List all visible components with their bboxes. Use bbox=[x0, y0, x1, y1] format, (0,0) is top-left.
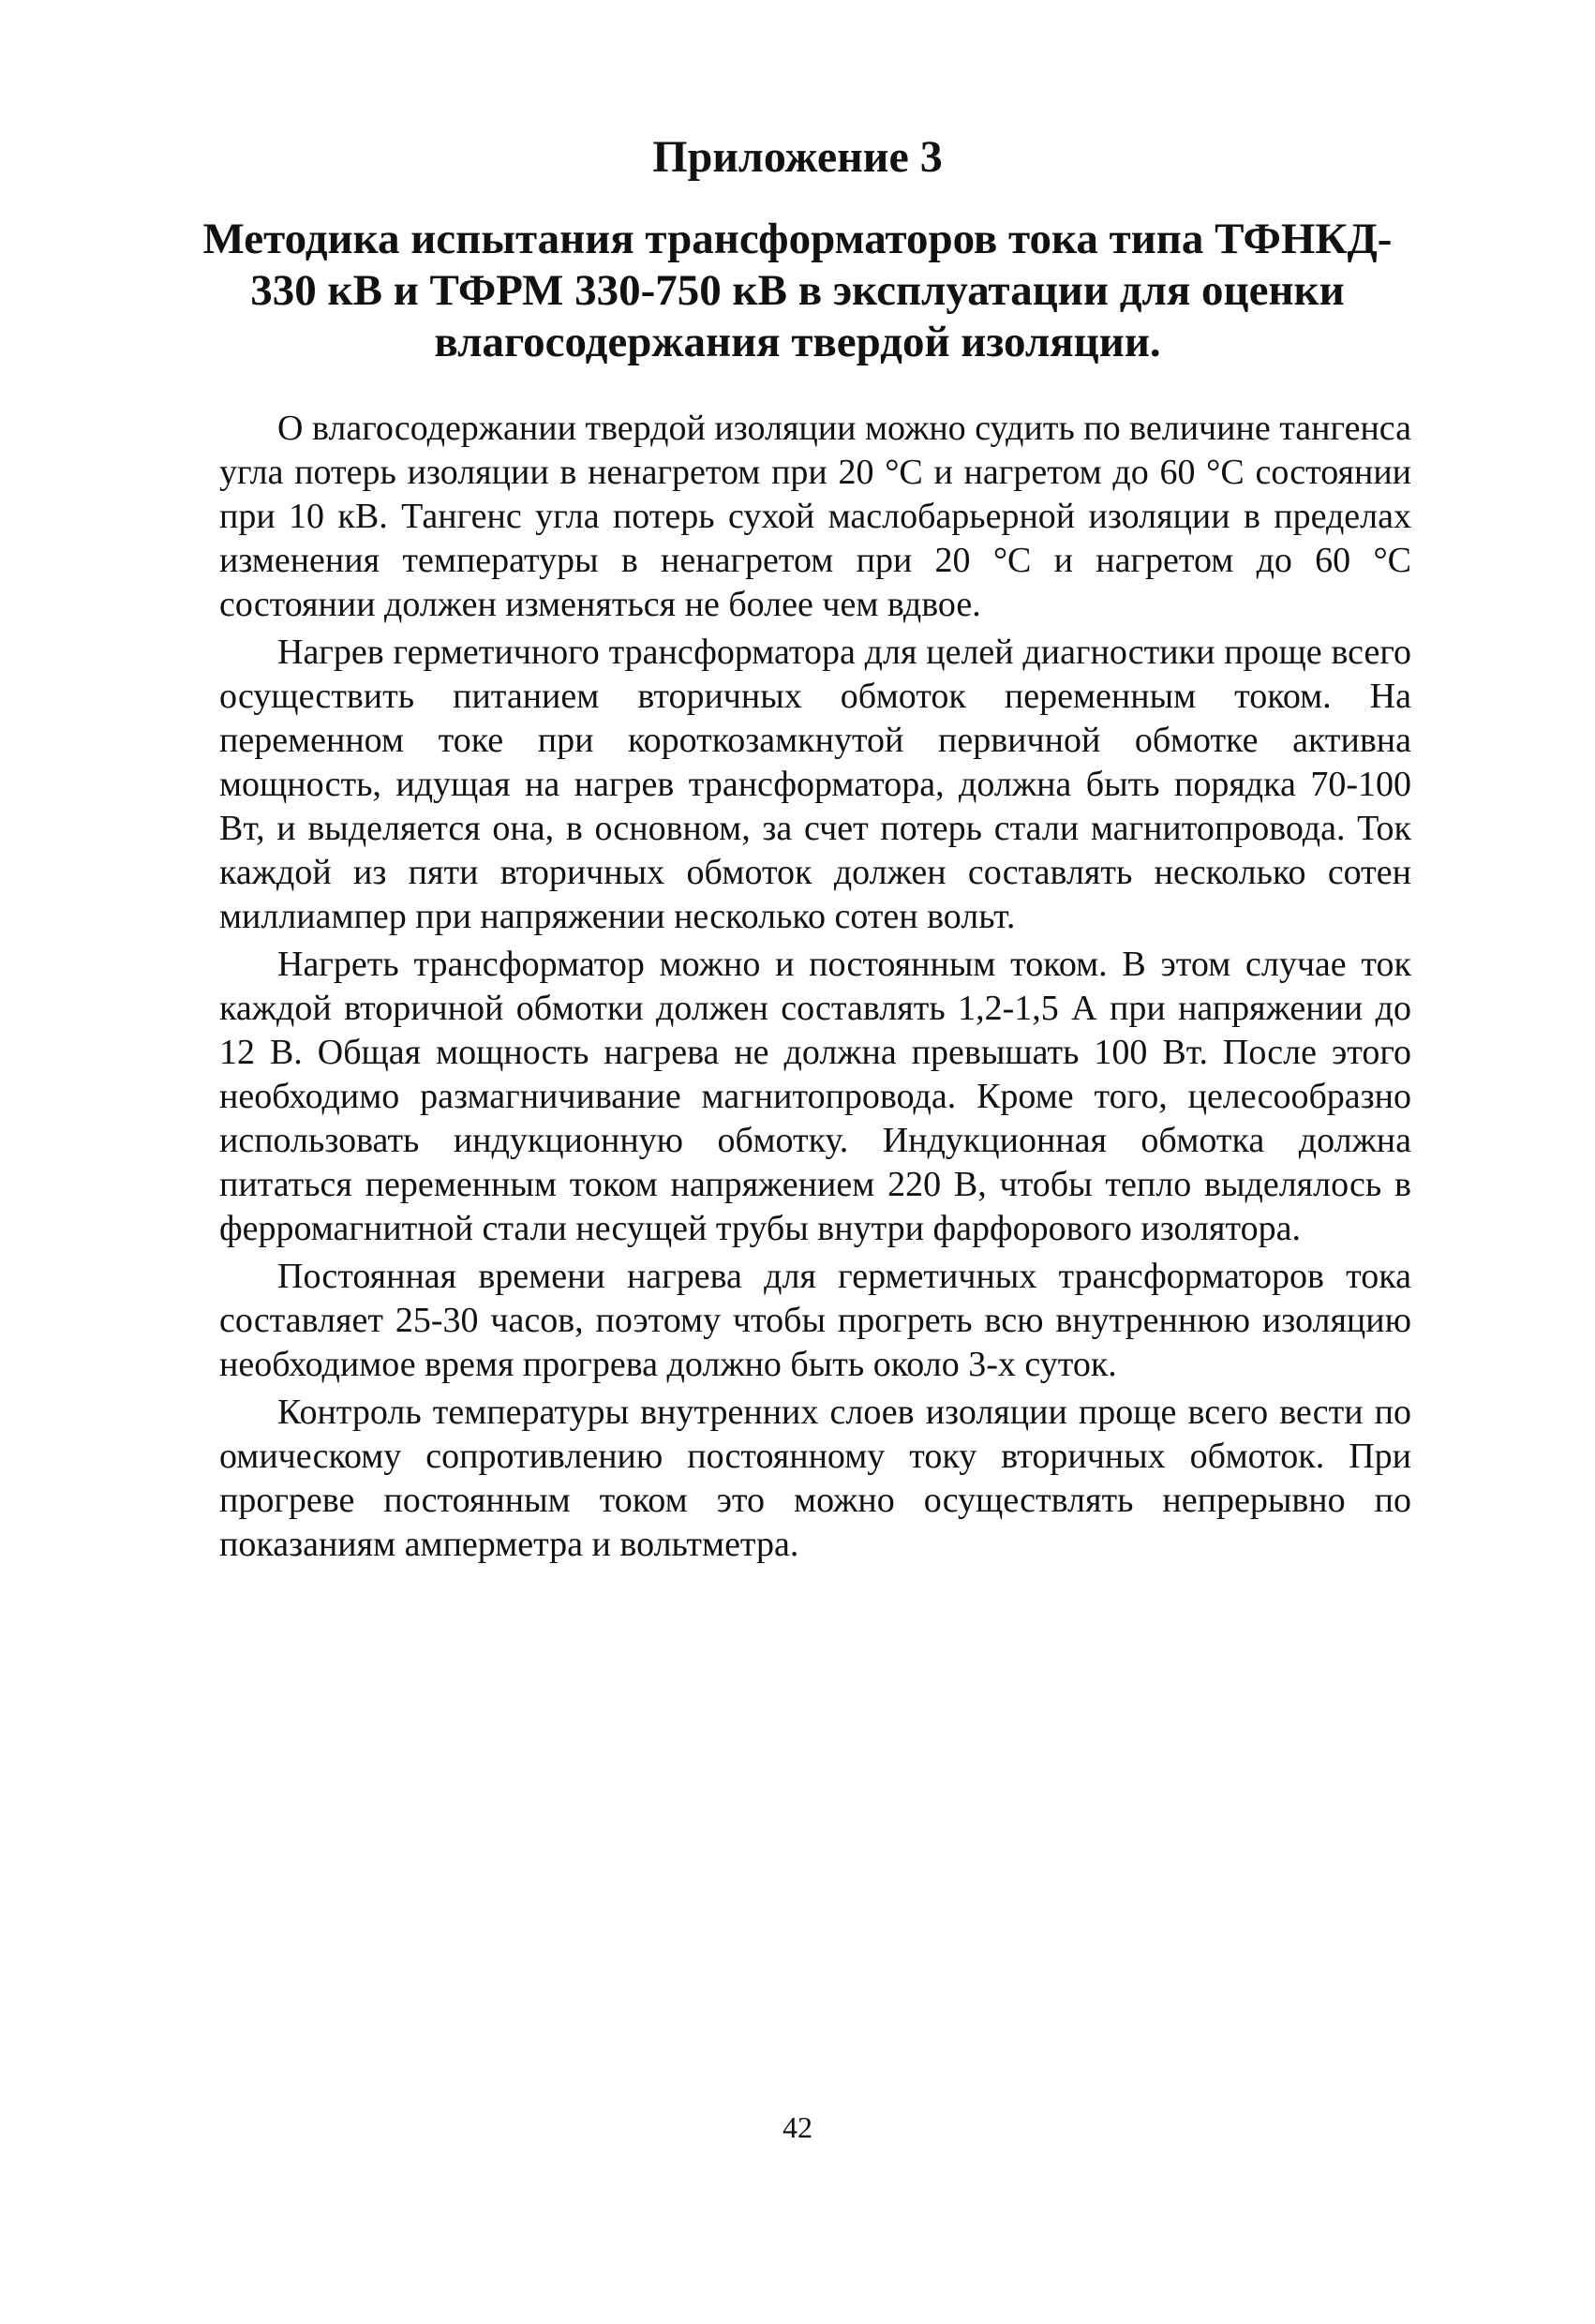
paragraph-ac-heating: Нагрев герметичного трансформатора для целей диагностики проще всего осуществить питанием вторичных обмоток переменным током. На переменном токе при короткозамкнутой первичной обмотке активна мощность, идущая на нагрев трансформатора, должна быть порядка 70-100 Вт, и выделяется она, в основном, за счет потерь стали магнитопровода. Ток каждой из пяти вторичных обмоток должен составлять несколько сотен миллиампер при напряжении несколько сотен вольт. bbox=[219, 633, 1411, 936]
document-title-line-3: влагосодержания твердой изоляции. bbox=[434, 318, 1161, 366]
paragraph-temperature-control: Контроль температуры внутренних слоев изоляции проще всего вести по омическому сопротивлению постоянному току вторичных обмоток. При прогреве постоянным током это можно осуществлять непрерывно по показаниям амперметра и вольтметра. bbox=[219, 1393, 1411, 1564]
paragraph-dc-heating: Нагреть трансформатор можно и постоянным током. В этом случае ток каждой вторичной обмотки должен составлять 1,2-1,5 А при напряжении до 12 В. Общая мощность нагрева не должна превышать 100 Вт. После этого необходимо размагничивание магнитопровода. Кроме того, целесообразно использовать индукционную обмотку. Индукционная обмотка должна питаться переменным током напряжением 220 В, чтобы тепло выделялось в ферромагнитной стали несущей трубы внутри фарфорового изолятора. bbox=[219, 945, 1411, 1248]
document-title-line-1: Методика испытания трансформаторов тока типа ТФНКД- bbox=[202, 215, 1393, 263]
body-text bbox=[219, 407, 1411, 1571]
document-title bbox=[187, 214, 1408, 368]
paragraph-moisture-assessment: О влагосодержании твердой изоляции можно судить по величине тангенса угла потерь изоляции в ненагретом при 20 °С и нагретом до 60 °С состоянии при 10 кВ. Тангенс угла потерь сухой маслобарьерной изоляции в пределах изменения температуры в ненагретом при 20 °С и нагретом до 60 °С состоянии должен изменяться не более чем вдвое. bbox=[219, 409, 1411, 624]
document-title-line-2: 330 кВ и ТФРМ 330-750 кВ в эксплуатации для оценки bbox=[250, 266, 1345, 315]
paragraph-heating-time-constant: Постоянная времени нагрева для герметичных трансформаторов тока составляет 25-30 часов, поэтому чтобы прогреть всю внутреннюю изоляцию необходимое время прогрева должно быть около 3-х суток. bbox=[219, 1257, 1411, 1384]
page-number: 42 bbox=[783, 2110, 812, 2144]
appendix-title: Приложение 3 bbox=[652, 132, 943, 182]
